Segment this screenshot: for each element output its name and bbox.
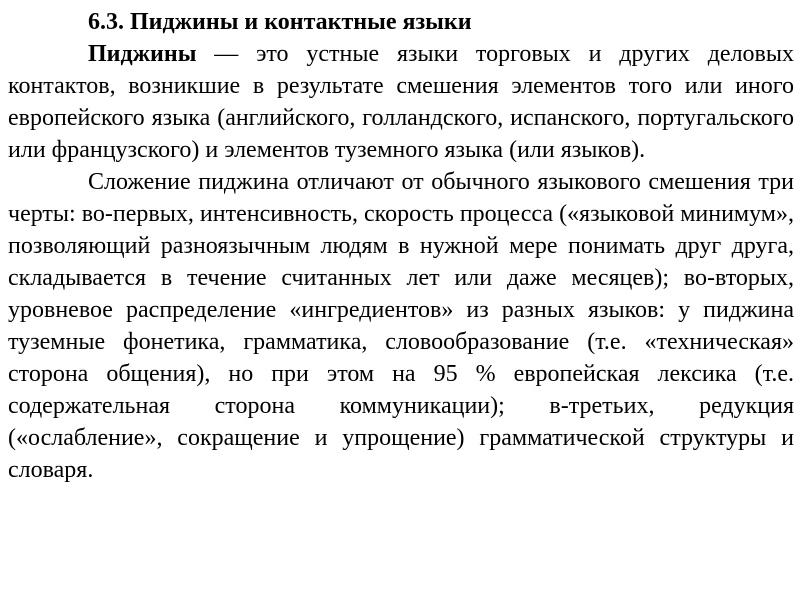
section-heading: 6.3. Пиджины и контактные языки [88, 9, 472, 35]
paragraph-pidgins-definition [8, 38, 794, 166]
paragraph-pidgin-formation: Сложение пиджина отличают от обычного языкового смешения три черты: во-первых, интенсивность, скорость процесса («языковой минимум», позволяющий разноязычным людям в нужной мере понимать друг друга, складывается в течение считанных лет или даже месяцев); во-вторых, уровневое распределение «ингредиентов» из разных языков: у пиджина туземные фонетика, грамматика, словообразование (т.е. «техническая» сторона общения), но при этом на 95 % европейская лексика (т.е. содержательная сторона коммуникации); в-третьих, редукция («ослабление», сокращение и упрощение) грамматической структуры и словаря. [8, 169, 794, 483]
document-page [8, 6, 794, 486]
paragraph-1-text: — это устные языки торговых и других деловых контактов, возникшие в результате смешения элементов того или иного европейского языка (английского, голландского, испанского, португальского или французского) и элементов туземного языка (или языков). [8, 41, 794, 163]
term-pidgins: Пиджины [88, 41, 197, 67]
